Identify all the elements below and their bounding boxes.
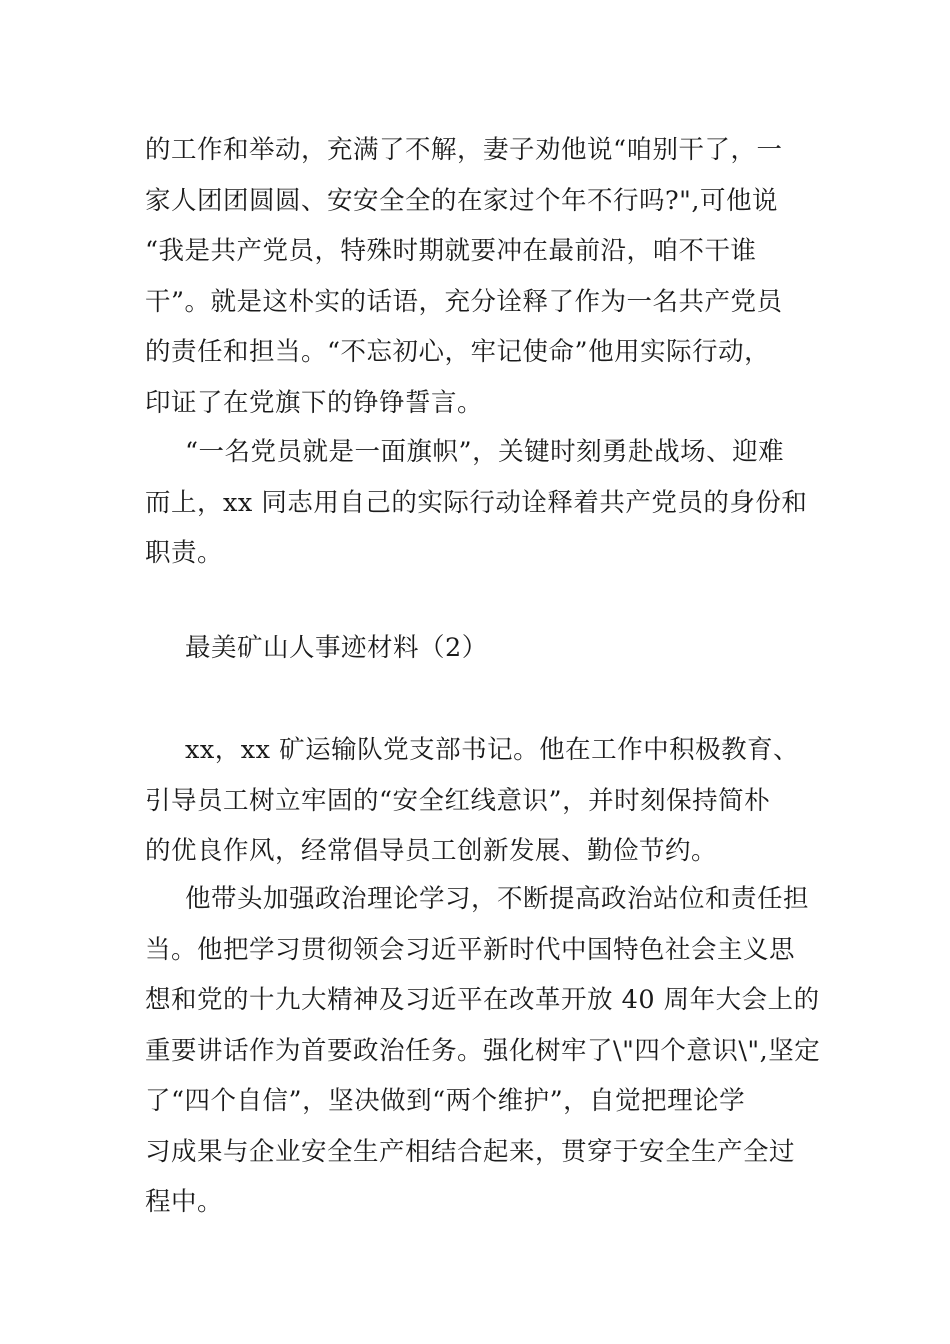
text-line: xx，xx 矿运输队党支部书记。他在工作中积极教育、 bbox=[185, 735, 800, 765]
text-line: 引导员工树立牢固的“安全红线意识”，并时刻保持简朴 bbox=[145, 785, 771, 816]
text-line: 家人团团圆圆、安安全全的在家过个年不行吗?",可他说 bbox=[145, 185, 779, 216]
text-line: 而上，xx 同志用自己的实际行动诠释着共产党员的身份和 bbox=[145, 487, 808, 518]
paragraph-1 bbox=[145, 125, 810, 428]
text-line: 当。他把学习贯彻领会习近平新时代中国特色社会主义思 bbox=[145, 934, 796, 965]
text-line: 他带头加强政治理论学习，不断提高政治站位和责任担 bbox=[185, 884, 810, 914]
text-line: 程中。 bbox=[145, 1187, 224, 1217]
section-heading: 最美矿山人事迹材料（2） bbox=[185, 633, 488, 663]
text-line: 习成果与企业安全生产相结合起来，贯穿于安全生产全过 bbox=[145, 1136, 796, 1167]
text-line: 职责。 bbox=[145, 538, 224, 568]
paragraph-4 bbox=[145, 874, 821, 1228]
paragraph-2 bbox=[145, 427, 810, 579]
text-line: 的工作和举动，充满了不解，妻子劝他说“咱别干了，一 bbox=[145, 135, 783, 165]
paragraph-3 bbox=[145, 725, 810, 877]
text-line: 了“四个自信”，坚决做到“两个维护”，自觉把理论学 bbox=[145, 1086, 746, 1116]
text-line: 的优良作风，经常倡导员工创新发展、勤俭节约。 bbox=[145, 836, 718, 866]
text-line: 干”。就是这朴实的话语，充分诠释了作为一名共产党员 bbox=[145, 286, 783, 317]
text-line: “一名党员就是一面旗帜”，关键时刻勇赴战场、迎难 bbox=[185, 437, 785, 467]
text-line: “我是共产党员，特殊时期就要冲在最前沿，咱不干谁 bbox=[145, 236, 757, 266]
text-line: 重要讲话作为首要政治任务。强化树牢了\"四个意识\",坚定 bbox=[145, 1035, 821, 1066]
text-line: 想和党的十九大精神及习近平在改革开放 40 周年大会上的 bbox=[145, 985, 820, 1015]
text-line: 印证了在党旗下的铮铮誓言。 bbox=[145, 387, 484, 418]
text-line: 的责任和担当。“不忘初心，牢记使命”他用实际行动， bbox=[145, 337, 771, 367]
